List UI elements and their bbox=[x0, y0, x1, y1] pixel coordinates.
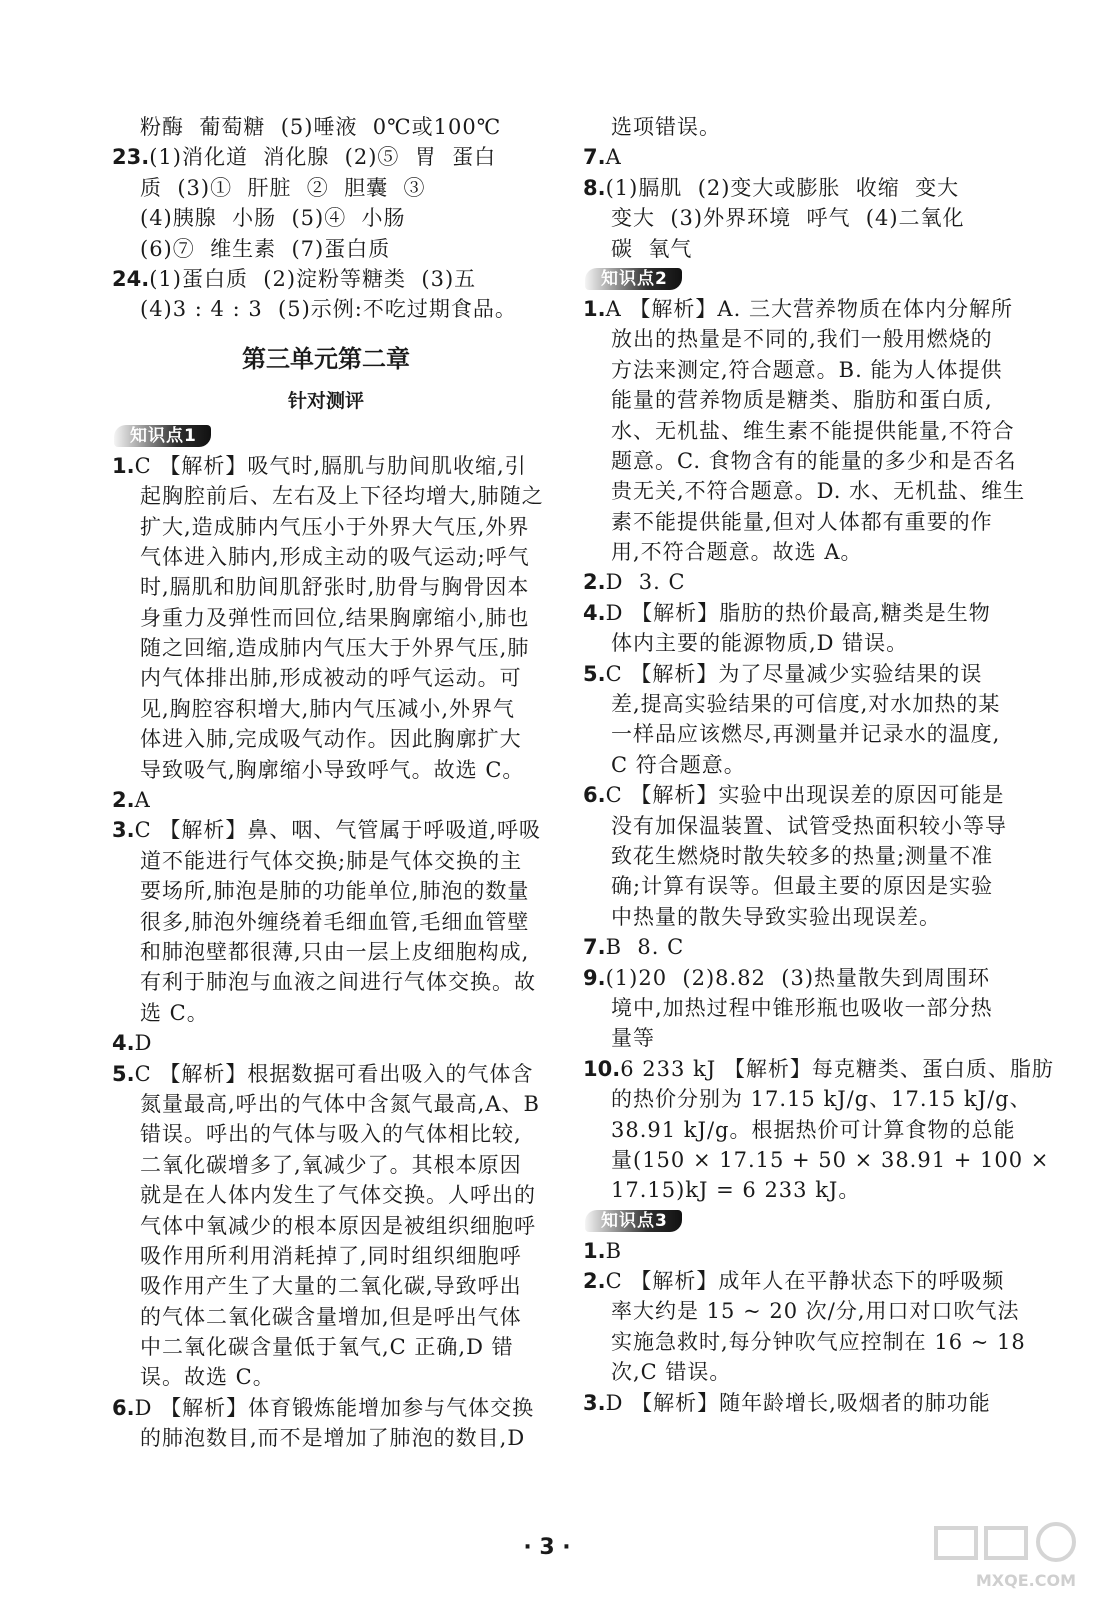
answer-line bbox=[112, 1423, 540, 1453]
answer-text: 选 C。 bbox=[140, 1000, 209, 1025]
answer-line bbox=[112, 1059, 540, 1089]
question-number: 24. bbox=[112, 266, 150, 291]
answer-text: 误。故选 C。 bbox=[140, 1365, 275, 1390]
answer-line bbox=[112, 451, 540, 481]
answer-line bbox=[583, 385, 1023, 415]
answer-line bbox=[583, 1296, 1023, 1326]
answer-line bbox=[112, 481, 544, 511]
answer-line bbox=[583, 1388, 1023, 1418]
answer-text: A 【解析】A. 三大营养物质在体内分解所 bbox=[605, 296, 1013, 321]
question-number: 5. bbox=[583, 661, 606, 686]
right-column bbox=[583, 112, 1054, 1418]
answer-line bbox=[583, 1357, 1023, 1387]
question-number: 23. bbox=[112, 145, 150, 170]
answer-text: C 【解析】实验中出现误差的原因可能是 bbox=[605, 783, 1005, 808]
answer-text: 气体中氧减少的根本原因是被组织细胞呼 bbox=[140, 1213, 536, 1238]
answer-text: D bbox=[134, 1031, 153, 1056]
answer-line bbox=[583, 1175, 1023, 1205]
answer-text: 题意。C. 食物含有的能量的多少和是否名 bbox=[611, 448, 1017, 473]
answer-text: 确;计算有误等。但最主要的原因是实验 bbox=[611, 874, 994, 899]
answer-text: 境中,加热过程中锥形瓶也吸收一部分热 bbox=[611, 995, 993, 1020]
answer-line bbox=[112, 1302, 540, 1332]
answer-line bbox=[112, 294, 540, 324]
answer-line bbox=[112, 1271, 540, 1301]
answer-text: 有利于肺泡与血液之间进行气体交换。故 bbox=[140, 970, 536, 995]
answer-text: 氮量最高,呼出的气体中含氮气最高,A、B bbox=[140, 1091, 540, 1116]
knowledge-point-header bbox=[583, 1206, 1023, 1236]
answer-line bbox=[583, 234, 1023, 264]
answer-text: 致花生燃烧时散失较多的热量;测量不准 bbox=[611, 843, 994, 868]
answer-line bbox=[112, 907, 540, 937]
answer-text: 很多,肺泡外缠绕着毛细血管,毛细血管壁 bbox=[140, 909, 530, 934]
answer-text: 粉酶 葡萄糖 (5)唾液 0℃或100℃ bbox=[140, 115, 502, 139]
answer-line bbox=[112, 572, 540, 602]
answer-line bbox=[112, 264, 540, 294]
answer-text: 道不能进行气体交换;肺是气体交换的主 bbox=[140, 848, 523, 873]
answer-line bbox=[112, 633, 540, 663]
answer-text: D 【解析】体育锻炼能增加参与气体交换 bbox=[134, 1395, 535, 1420]
answer-text: (4)3 : 4 : 3 (5)示例:不吃过期食品。 bbox=[140, 297, 517, 322]
answer-line bbox=[112, 1089, 540, 1119]
answer-text: 变大 (3)外界环境 呼气 (4)二氧化 bbox=[611, 206, 965, 231]
answer-text: 体进入肺,完成吸气动作。因此胸廓扩大 bbox=[140, 727, 522, 752]
answer-line bbox=[112, 998, 540, 1028]
answer-line bbox=[112, 785, 540, 815]
answer-line bbox=[583, 416, 1023, 446]
answer-text: 质 (3)① 肝脏 ② 胆囊 ③ bbox=[140, 175, 426, 200]
answer-text: 时,膈肌和肋间肌舒张时,肋骨与胸骨因本 bbox=[140, 575, 530, 600]
answer-text: 量等 bbox=[611, 1026, 655, 1051]
answer-text: 能量的营养物质是糖类、脂肪和蛋白质, bbox=[611, 388, 993, 413]
watermark-text: MXQE.COM bbox=[975, 1571, 1076, 1590]
answer-line bbox=[583, 294, 1023, 324]
answer-text: C 符合题意。 bbox=[611, 752, 746, 777]
answer-line bbox=[112, 846, 540, 876]
question-number: 6. bbox=[112, 1395, 135, 1420]
answer-text: 内气体排出肺,形成被动的呼气运动。可 bbox=[140, 666, 522, 691]
answer-line bbox=[583, 1236, 1023, 1266]
answer-text: 方法来测定,符合题意。B. 能为人体提供 bbox=[611, 357, 1003, 382]
answer-text: 差,提高实验结果的可信度,对水加热的某 bbox=[611, 692, 1001, 717]
answer-text: 起胸腔前后、左右及上下径均增大,肺随之 bbox=[140, 484, 544, 509]
answer-text: C 【解析】成年人在平静状态下的呼吸频 bbox=[605, 1269, 1005, 1294]
section-subtitle: 针对测评 bbox=[287, 389, 364, 412]
answer-text: 错误。呼出的气体与吸入的气体相比较, bbox=[140, 1122, 522, 1147]
answer-text: D 3. C bbox=[605, 570, 686, 595]
answer-line bbox=[583, 324, 1023, 354]
page-number: · 3 · bbox=[523, 1535, 571, 1560]
answer-line bbox=[112, 1393, 540, 1423]
answer-line bbox=[112, 876, 540, 906]
answer-text: D 【解析】脂肪的热价最高,糖类是生物 bbox=[605, 600, 991, 625]
answer-text: 见,胸腔容积增大,肺内气压减小,外界气 bbox=[140, 696, 516, 721]
question-number: 6. bbox=[583, 783, 606, 808]
answer-line bbox=[583, 689, 1023, 719]
answer-line bbox=[583, 628, 1023, 658]
answer-text: (1)20 (2)8.82 (3)热量散失到周围环 bbox=[605, 965, 991, 990]
question-number: 3. bbox=[112, 818, 135, 843]
answer-line bbox=[583, 1054, 1054, 1084]
answer-text: 17.15)kJ = 6 233 kJ。 bbox=[611, 1178, 861, 1203]
answer-line bbox=[583, 932, 1023, 962]
answer-text: 的肺泡数目,而不是增加了肺泡的数目,D bbox=[140, 1426, 526, 1451]
answer-line bbox=[583, 567, 1023, 597]
answer-text: 水、无机盐、维生素不能提供能量,不符合 bbox=[611, 418, 1015, 443]
answer-line bbox=[583, 993, 1023, 1023]
left-column bbox=[112, 112, 544, 1454]
answer-line bbox=[112, 1241, 540, 1271]
answer-text: 6 233 kJ 【解析】每克糖类、蛋白质、脂肪 bbox=[620, 1056, 1054, 1081]
answer-line bbox=[583, 537, 1023, 567]
answer-line bbox=[112, 542, 540, 572]
answer-text: (6)⑦ 维生素 (7)蛋白质 bbox=[140, 236, 391, 261]
question-number: 8. bbox=[583, 175, 606, 200]
answer-line bbox=[112, 967, 540, 997]
answer-text: A bbox=[605, 145, 622, 170]
answer-line bbox=[112, 112, 540, 142]
answer-line bbox=[583, 811, 1023, 841]
question-number: 5. bbox=[112, 1061, 135, 1086]
answer-text: 碳 氧气 bbox=[611, 236, 693, 261]
answer-text: 放出的热量是不同的,我们一般用燃烧的 bbox=[611, 327, 993, 352]
answer-line bbox=[112, 724, 540, 754]
answer-line bbox=[583, 1145, 1050, 1175]
answer-text: 率大约是 15 ~ 20 次/分,用口对口吹气法 bbox=[611, 1299, 1020, 1324]
answer-text: 体内主要的能源物质,D 错误。 bbox=[611, 631, 909, 656]
answer-line bbox=[583, 112, 1023, 142]
answer-text: 一样品应该燃尽,再测量并记录水的温度, bbox=[611, 722, 1001, 747]
answer-line bbox=[112, 937, 540, 967]
answer-text: C 【解析】根据数据可看出吸入的气体含 bbox=[134, 1061, 534, 1086]
answer-line bbox=[583, 1327, 1026, 1357]
answer-text: 要场所,肺泡是肺的功能单位,肺泡的数量 bbox=[140, 879, 530, 904]
answer-text: D 【解析】随年龄增长,吸烟者的肺功能 bbox=[605, 1390, 991, 1415]
answer-line bbox=[583, 659, 1023, 689]
answer-line bbox=[112, 603, 540, 633]
knowledge-point-header bbox=[112, 421, 540, 451]
answer-text: B bbox=[605, 1238, 623, 1263]
answer-text: 导致吸气,胸廓缩小导致呼气。故选 C。 bbox=[140, 757, 525, 782]
answer-line bbox=[112, 512, 540, 542]
answer-text: 次,C 错误。 bbox=[611, 1360, 732, 1385]
answer-line bbox=[583, 173, 1023, 203]
knowledge-point-header bbox=[583, 264, 1023, 294]
answer-line bbox=[583, 1266, 1023, 1296]
knowledge-point-badge: 知识点3 bbox=[585, 1210, 682, 1232]
answer-line bbox=[583, 598, 1023, 628]
answer-line bbox=[583, 446, 1023, 476]
answer-text: C 【解析】吸气时,膈肌与肋间肌收缩,引 bbox=[134, 453, 527, 478]
answer-text: 中热量的散失导致实验出现误差。 bbox=[611, 904, 941, 929]
answer-line bbox=[112, 815, 540, 845]
answer-line bbox=[112, 694, 540, 724]
answer-text: (4)胰腺 小肠 (5)④ 小肠 bbox=[140, 206, 406, 231]
answer-line bbox=[583, 355, 1023, 385]
answer-line bbox=[112, 663, 540, 693]
answer-line bbox=[112, 1119, 540, 1149]
answer-line bbox=[112, 142, 540, 172]
answer-text: 身重力及弹性而回位,结果胸廓缩小,肺也 bbox=[140, 605, 530, 630]
answer-text: 就是在人体内发生了气体交换。人呼出的 bbox=[140, 1183, 536, 1208]
answer-text: (1)膈肌 (2)变大或膨胀 收缩 变大 bbox=[605, 175, 960, 200]
answer-line bbox=[112, 1150, 540, 1180]
answer-text: 贵无关,不符合题意。D. 水、无机盐、维生 bbox=[611, 479, 1026, 504]
watermark-logo bbox=[926, 1520, 1076, 1590]
answer-text: C 【解析】鼻、咽、气管属于呼吸道,呼吸 bbox=[134, 818, 542, 843]
answer-line bbox=[583, 902, 1023, 932]
answer-text: 和肺泡壁都很薄,只由一层上皮细胞构成, bbox=[140, 939, 530, 964]
answer-line bbox=[583, 871, 1023, 901]
answer-text: 的气体二氧化碳含量增加,但是呼出气体 bbox=[140, 1304, 522, 1329]
answer-text: 随之回缩,造成肺内气压大于外界气压,肺 bbox=[140, 636, 530, 661]
answer-line bbox=[583, 1115, 1023, 1145]
answer-line bbox=[112, 234, 540, 264]
answer-line bbox=[583, 963, 1023, 993]
knowledge-point-badge: 知识点1 bbox=[114, 425, 211, 447]
answer-line bbox=[583, 1023, 1023, 1053]
question-number: 2. bbox=[583, 1269, 606, 1294]
answer-line bbox=[112, 203, 540, 233]
answer-text: A bbox=[134, 788, 151, 813]
question-number: 9. bbox=[583, 965, 606, 990]
answer-line bbox=[583, 841, 1023, 871]
answer-text: 二氧化碳增多了,氧减少了。其根本原因 bbox=[140, 1152, 522, 1177]
question-number: 4. bbox=[583, 600, 606, 625]
answer-text: 中二氧化碳含量低于氧气,C 正确,D 错 bbox=[140, 1335, 514, 1360]
question-number: 1. bbox=[583, 296, 606, 321]
answer-line bbox=[583, 203, 1023, 233]
knowledge-point-badge: 知识点2 bbox=[585, 268, 682, 290]
answer-text: 没有加保温装置、试管受热面积较小等导 bbox=[611, 813, 1007, 838]
answer-line bbox=[112, 1028, 540, 1058]
answer-text: 的热价分别为 17.15 kJ/g、17.15 kJ/g、 bbox=[611, 1087, 1032, 1112]
answer-line bbox=[583, 750, 1023, 780]
answer-text: 选项错误。 bbox=[611, 115, 721, 139]
answer-line bbox=[583, 476, 1026, 506]
answer-text: C 【解析】为了尽量减少实验结果的误 bbox=[605, 661, 983, 686]
answer-text: 量(150 × 17.15 + 50 × 38.91 + 100 × bbox=[611, 1147, 1050, 1172]
answer-line bbox=[112, 1362, 540, 1392]
answer-text: 吸作用所利用消耗掉了,同时组织细胞呼 bbox=[140, 1243, 522, 1268]
question-number: 2. bbox=[112, 788, 135, 813]
answer-line bbox=[583, 719, 1023, 749]
answer-text: 吸作用产生了大量的二氧化碳,导致呼出 bbox=[140, 1274, 522, 1299]
answer-line bbox=[583, 780, 1023, 810]
answer-text: 气体进入肺内,形成主动的吸气运动;呼气 bbox=[140, 544, 530, 569]
chapter-title: 第三单元第二章 bbox=[242, 344, 410, 373]
question-number: 7. bbox=[583, 145, 606, 170]
answer-text: (1)蛋白质 (2)淀粉等糖类 (3)五 bbox=[149, 266, 477, 291]
question-number: 1. bbox=[583, 1238, 606, 1263]
answer-line bbox=[112, 173, 540, 203]
answer-line bbox=[112, 1211, 540, 1241]
question-number: 2. bbox=[583, 570, 606, 595]
question-number: 7. bbox=[583, 935, 606, 960]
answer-line bbox=[112, 1180, 540, 1210]
answer-line bbox=[112, 755, 540, 785]
answer-text: 38.91 kJ/g。根据热价可计算食物的总能 bbox=[611, 1117, 1016, 1142]
answer-text: 用,不符合题意。故选 A。 bbox=[611, 540, 863, 565]
answer-line bbox=[112, 1332, 540, 1362]
question-number: 10. bbox=[583, 1056, 621, 1081]
question-number: 1. bbox=[112, 453, 135, 478]
answer-text: B 8. C bbox=[605, 935, 685, 960]
answer-text: (1)消化道 消化腺 (2)⑤ 胃 蛋白 bbox=[149, 145, 497, 170]
question-number: 3. bbox=[583, 1390, 606, 1415]
answer-text: 扩大,造成肺内气压小于外界大气压,外界 bbox=[140, 514, 530, 539]
answer-line bbox=[583, 142, 1023, 172]
answer-line bbox=[583, 507, 1023, 537]
answer-line bbox=[583, 1084, 1032, 1114]
question-number: 4. bbox=[112, 1031, 135, 1056]
answer-text: 实施急救时,每分钟吹气应控制在 16 ~ 18 bbox=[611, 1329, 1026, 1354]
answer-text: 素不能提供能量,但对人体都有重要的作 bbox=[611, 509, 993, 534]
